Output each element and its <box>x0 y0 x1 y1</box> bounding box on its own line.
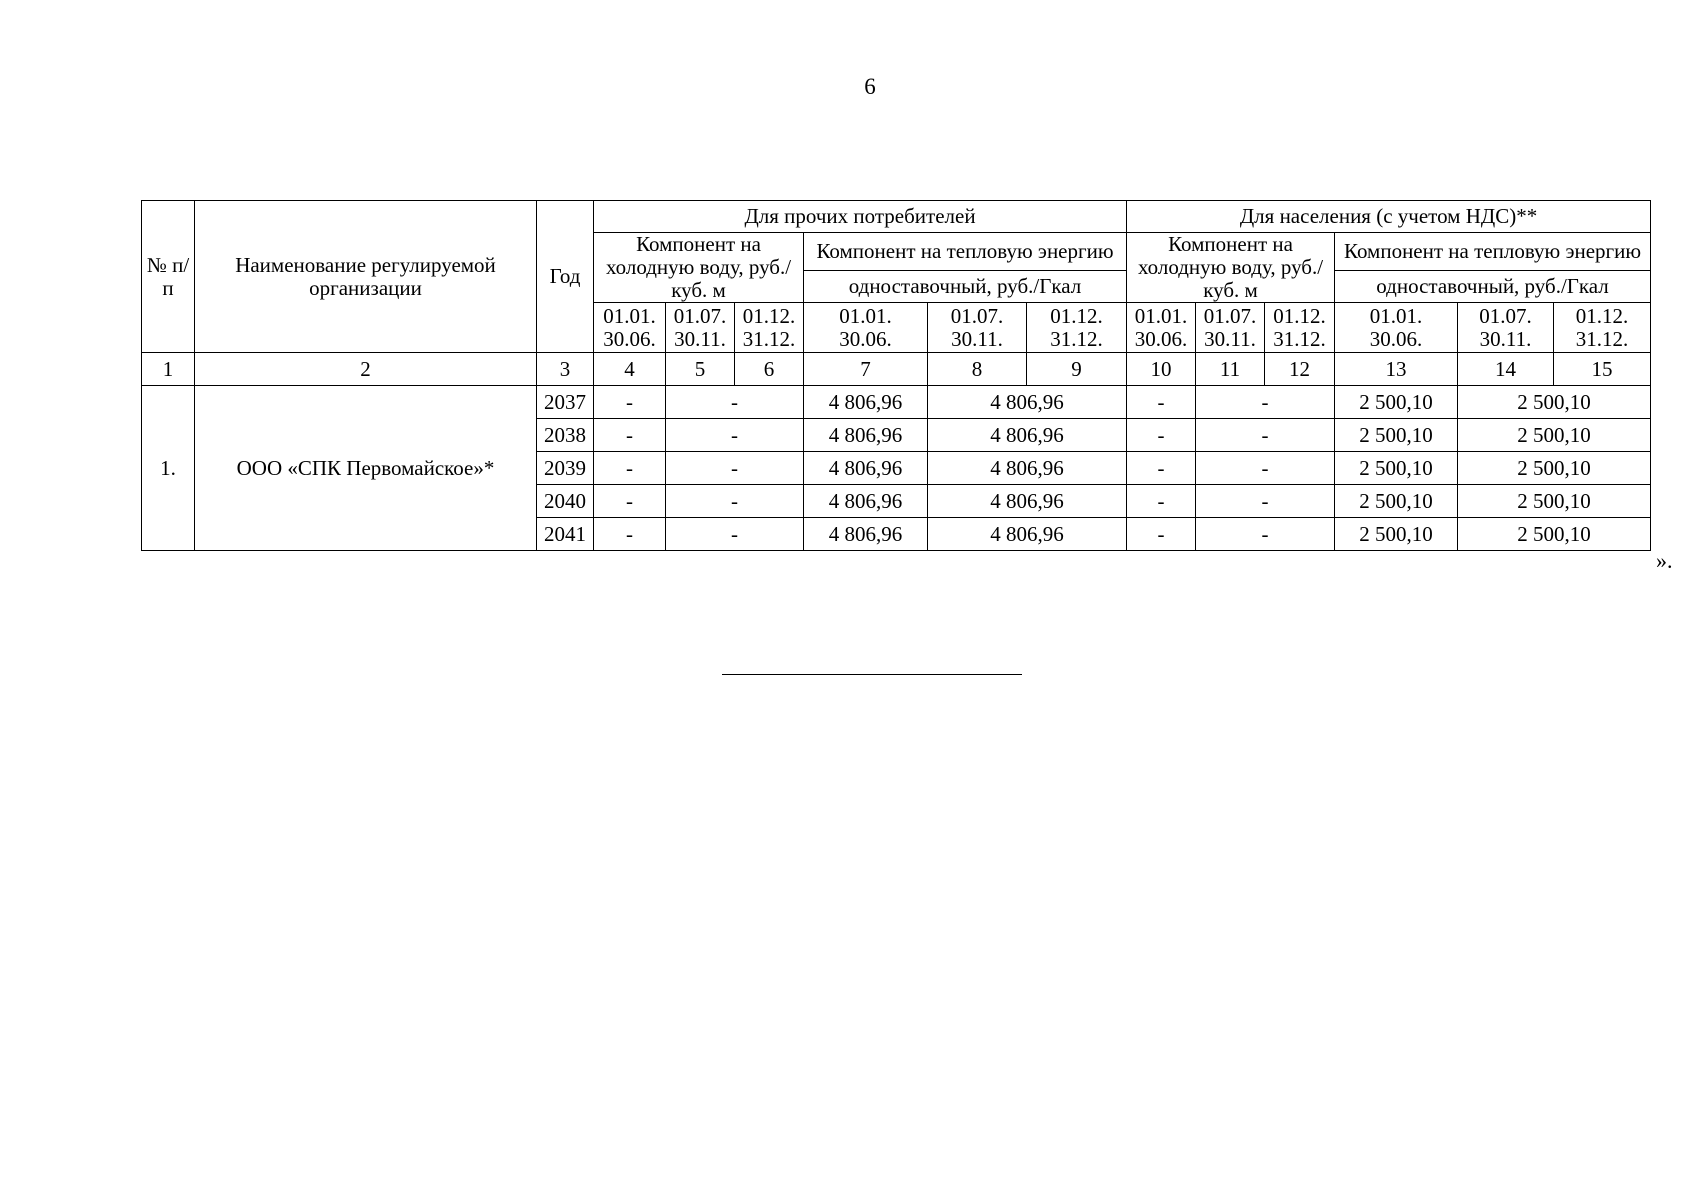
period-cell: 01.01. 30.06. <box>1127 303 1196 353</box>
value-cell: - <box>594 386 666 419</box>
column-number: 14 <box>1458 353 1554 386</box>
value-cell: 2 500,10 <box>1458 452 1651 485</box>
column-number: 1 <box>142 353 195 386</box>
column-number: 7 <box>804 353 928 386</box>
period-cell: 01.07. 30.11. <box>928 303 1027 353</box>
value-cell: 2 500,10 <box>1335 452 1458 485</box>
value-cell: 4 806,96 <box>804 386 928 419</box>
value-cell: - <box>1127 452 1196 485</box>
header-group-population: Для населения (с учетом НДС)** <box>1127 201 1651 233</box>
value-cell: 2 500,10 <box>1335 518 1458 551</box>
column-number: 5 <box>666 353 735 386</box>
value-cell: - <box>1196 386 1335 419</box>
column-number: 3 <box>537 353 594 386</box>
value-cell: 2 500,10 <box>1458 419 1651 452</box>
value-cell: - <box>1127 386 1196 419</box>
period-cell: 01.07. 30.11. <box>666 303 735 353</box>
year-cell: 2039 <box>537 452 594 485</box>
period-cell: 01.12. 31.12. <box>735 303 804 353</box>
column-number: 11 <box>1196 353 1265 386</box>
value-cell: - <box>666 419 804 452</box>
period-cell: 01.12. 31.12. <box>1554 303 1651 353</box>
period-cell: 01.12. 31.12. <box>1027 303 1127 353</box>
value-cell: 4 806,96 <box>804 485 928 518</box>
value-cell: 4 806,96 <box>928 518 1127 551</box>
value-cell: - <box>1196 419 1335 452</box>
header-year: Год <box>537 201 594 353</box>
column-number: 2 <box>195 353 537 386</box>
period-cell: 01.01. 30.06. <box>1335 303 1458 353</box>
table-row <box>142 386 1651 419</box>
period-cell: 01.01. 30.06. <box>594 303 666 353</box>
header-cold-water-population: Компонент на холодную воду, руб./куб. м <box>1127 233 1335 303</box>
value-cell: 2 500,10 <box>1335 485 1458 518</box>
period-cell: 01.07. 30.11. <box>1196 303 1265 353</box>
period-cell: 01.12. 31.12. <box>1265 303 1335 353</box>
value-cell: - <box>594 419 666 452</box>
period-cell: 01.01. 30.06. <box>804 303 928 353</box>
value-cell: - <box>594 485 666 518</box>
column-number: 13 <box>1335 353 1458 386</box>
value-cell: 2 500,10 <box>1335 419 1458 452</box>
value-cell: 2 500,10 <box>1458 386 1651 419</box>
value-cell: - <box>1127 419 1196 452</box>
header-group-other: Для прочих потребителей <box>594 201 1127 233</box>
year-cell: 2041 <box>537 518 594 551</box>
header-heat-energy-population: Компонент на тепловую энергию <box>1335 233 1651 271</box>
value-cell: - <box>1196 485 1335 518</box>
value-cell: - <box>1196 452 1335 485</box>
header-single-rate-population: одноставочный, руб./Гкал <box>1335 271 1651 303</box>
column-number: 6 <box>735 353 804 386</box>
value-cell: - <box>666 386 804 419</box>
column-number-row <box>142 353 1651 386</box>
header-single-rate-other: одноставочный, руб./Гкал <box>804 271 1127 303</box>
value-cell: - <box>594 452 666 485</box>
value-cell: - <box>1127 518 1196 551</box>
organization-name: ООО «СПК Первомайское»* <box>195 386 537 551</box>
column-number: 4 <box>594 353 666 386</box>
column-number: 9 <box>1027 353 1127 386</box>
footer-divider <box>722 674 1022 675</box>
value-cell: 2 500,10 <box>1458 485 1651 518</box>
header-org-name: Наименование регулируемой организации <box>195 201 537 353</box>
column-number: 12 <box>1265 353 1335 386</box>
column-number: 15 <box>1554 353 1651 386</box>
value-cell: - <box>1196 518 1335 551</box>
page-number: 6 <box>864 74 876 99</box>
value-cell: 2 500,10 <box>1458 518 1651 551</box>
value-cell: - <box>666 485 804 518</box>
value-cell: 4 806,96 <box>928 452 1127 485</box>
header-heat-energy-other: Компонент на тепловую энергию <box>804 233 1127 271</box>
value-cell: 4 806,96 <box>804 419 928 452</box>
value-cell: 4 806,96 <box>804 452 928 485</box>
year-cell: 2037 <box>537 386 594 419</box>
value-cell: 4 806,96 <box>804 518 928 551</box>
header-cold-water-other: Компонент на холодную воду, руб./куб. м <box>594 233 804 303</box>
column-number: 10 <box>1127 353 1196 386</box>
value-cell: 2 500,10 <box>1335 386 1458 419</box>
value-cell: 4 806,96 <box>928 485 1127 518</box>
tariff-table <box>141 200 1651 551</box>
value-cell: - <box>1127 485 1196 518</box>
value-cell: 4 806,96 <box>928 419 1127 452</box>
value-cell: 4 806,96 <box>928 386 1127 419</box>
row-number: 1. <box>142 386 195 551</box>
closing-quote: ». <box>1656 548 1673 573</box>
year-cell: 2038 <box>537 419 594 452</box>
header-num: № п/п <box>142 201 195 353</box>
period-cell: 01.07. 30.11. <box>1458 303 1554 353</box>
value-cell: - <box>594 518 666 551</box>
year-cell: 2040 <box>537 485 594 518</box>
column-number: 8 <box>928 353 1027 386</box>
value-cell: - <box>666 452 804 485</box>
value-cell: - <box>666 518 804 551</box>
